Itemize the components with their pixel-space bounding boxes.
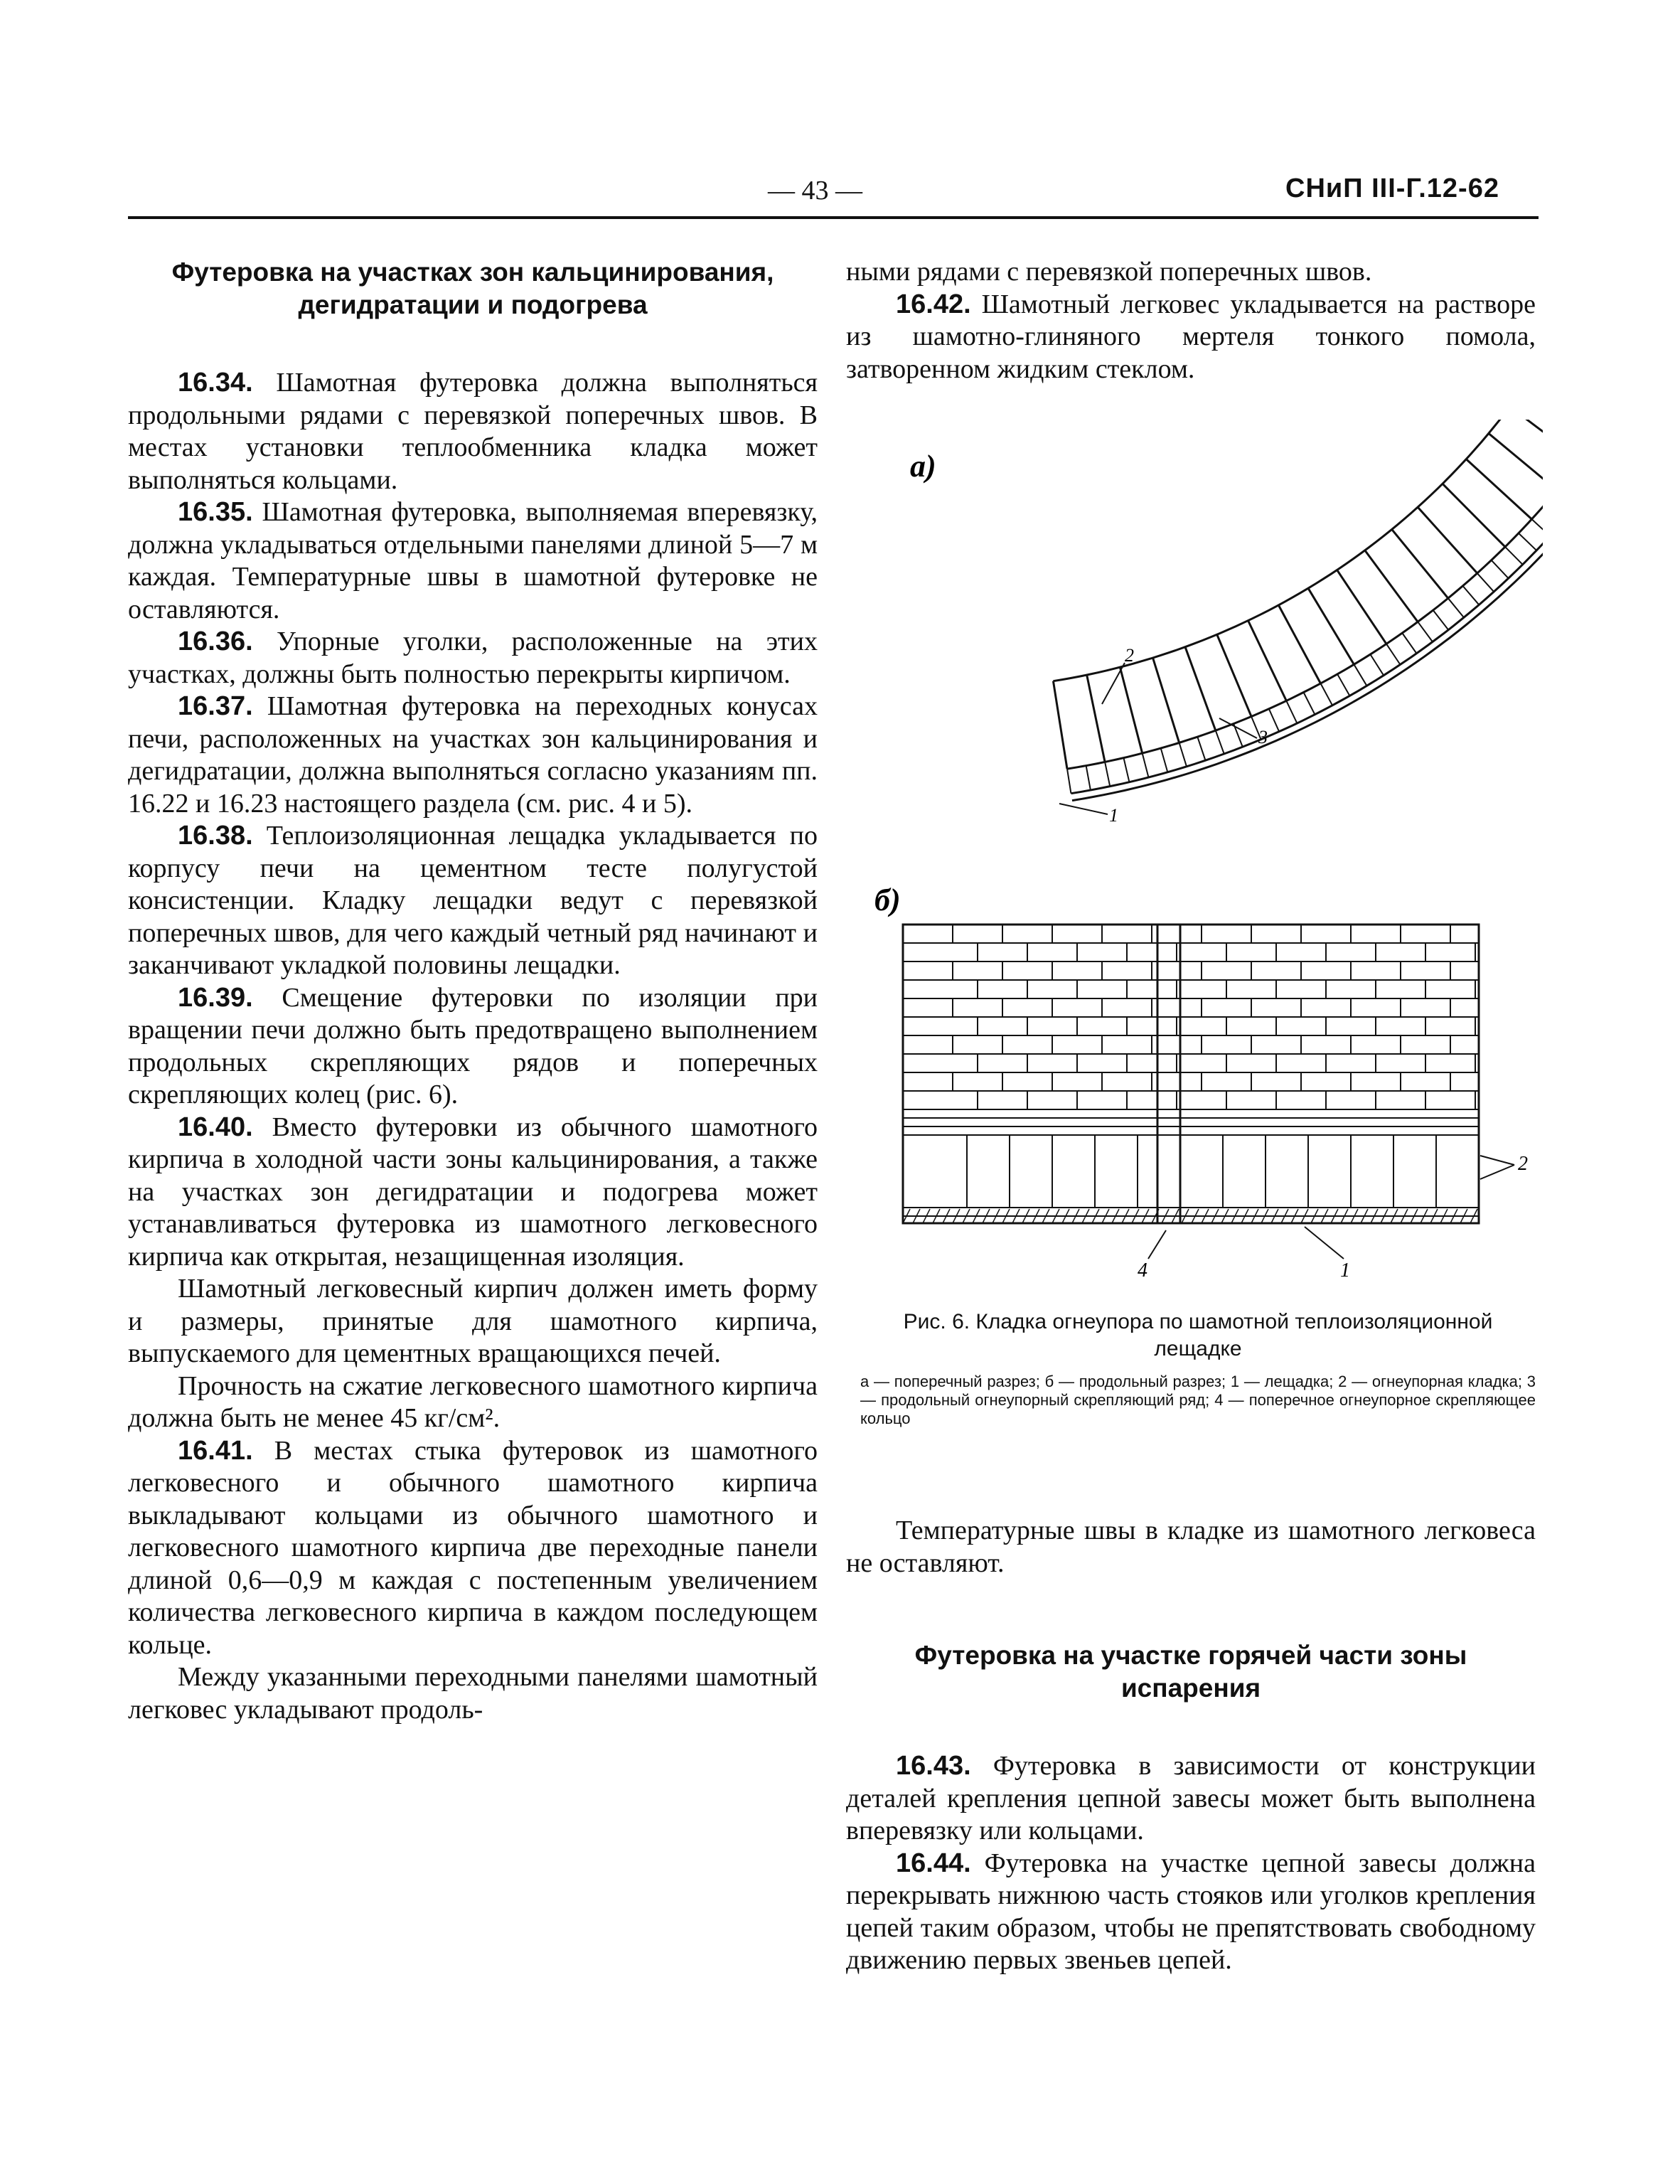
brick-joint	[1217, 634, 1251, 716]
wall-outline	[903, 925, 1479, 1223]
tile-joint	[1505, 547, 1523, 565]
tile-joint	[1269, 709, 1279, 732]
paragraph-text: Теплоизоляционная лещадка укладывается по корпусу печи на цементном тесте полугустой консистенции. Кладку лещадки ведут с перевязкой поперечных швов, для чего каждый четный ряд начинают и заканчивают укладкой половины лещадки.	[128, 821, 818, 980]
page-number: — 43 —	[768, 176, 862, 206]
paragraph-text: Температурные швы в кладке из шамотного легковеса не оставляют.	[846, 1516, 1536, 1578]
callout-a-2: 2	[1125, 645, 1134, 666]
figure-label-b: б)	[874, 883, 901, 917]
tile-joint	[1531, 519, 1543, 536]
callout-a-3: 3	[1258, 727, 1268, 747]
clause-number: 16.38.	[178, 821, 253, 851]
longitudinal-section-b	[903, 925, 1479, 1223]
paragraph	[128, 820, 818, 982]
paragraph-text: Футеровка на участке цепной завесы должна перекрывать нижнюю часть стояков или уголков крепления цепей таким образом, чтобы не препятствовать свободному движению первых звеньев цепей.	[846, 1848, 1536, 1975]
paragraph-text: Футеровка в зависимости от конструкции деталей крепления цепной завесы может быть выполнена вперевязку или кольцами.	[846, 1751, 1536, 1845]
paragraph	[846, 1515, 1536, 1580]
brick-joint	[1153, 658, 1179, 742]
clause-number: 16.41.	[178, 1435, 253, 1466]
tile-joint	[1320, 683, 1332, 705]
tile-joint	[1123, 758, 1129, 782]
figure-6-drawing	[874, 420, 1543, 1309]
right-bottom-paragraphs	[846, 1750, 1536, 1977]
figure-label-a: а)	[910, 449, 936, 484]
paragraph-text: Шамотный легковес укладывается на растворе из шамотно-глиняного мертеля тонкого помола, затворенном жидким стеклом.	[846, 289, 1536, 384]
paragraph	[128, 1112, 818, 1274]
tile-joint	[1370, 654, 1384, 676]
clause-number: 16.40.	[178, 1112, 253, 1142]
paragraph-text: Шамотная футеровка должна выполняться продольными рядами с перевязкой поперечных швов. В местах установки теплообменника кладка может выполняться кольцами.	[128, 368, 818, 495]
cross-section-a	[1053, 420, 1543, 801]
paragraph-text: Между указанными переходными панелями шамотный легковес укладывают продоль-	[128, 1662, 818, 1725]
right-top-paragraphs	[846, 256, 1536, 385]
callouts-a	[1059, 645, 1268, 826]
tile-joint	[1462, 586, 1479, 605]
brick-joint	[1053, 681, 1067, 769]
tile-joint	[1448, 598, 1464, 617]
paragraph-text: Шамотная футеровка, выполняемая вперевязку, должна укладываться отдельными панелями длиной 5—7 м каждая. Температурные швы в шамотной футеровке не оставляются.	[128, 497, 818, 624]
brick-joint	[1489, 433, 1543, 490]
paragraph	[128, 496, 818, 626]
callout-b-1: 1	[1340, 1259, 1350, 1282]
arc-line	[1053, 420, 1509, 681]
callout-b-4: 4	[1138, 1259, 1147, 1282]
paragraph	[128, 626, 818, 691]
clause-number: 16.43.	[896, 1751, 971, 1781]
paragraph	[128, 1370, 818, 1435]
tile-joint	[1179, 742, 1187, 766]
paragraph	[846, 1750, 1536, 1848]
paragraph-text: В местах стыка футеровок из шамотного легковесного и обычного шамотного кирпича выкладывают кольцами из обычного шамотного и легковесного шамотного кирпича две переходные панели длиной 0,6—0,9 м каждая с постепенным увеличением количества легковесного кирпича в каждом последующем кольце.	[128, 1435, 818, 1660]
tile-joint	[1286, 701, 1297, 723]
left-paragraphs	[128, 367, 818, 1726]
paragraph-text: Смещение футеровки по изоляции при вращении печи должно быть предотвращено выполнением продольных скрепляющих рядов и поперечных скрепляющих колец (рис. 6).	[128, 982, 818, 1109]
paragraph-text: Шамотный легковесный кирпич должен иметь форму и размеры, принятые для шамотного кирпича, выпускаемого для цементных вращающихся печей.	[128, 1274, 818, 1368]
paragraph	[128, 1273, 818, 1370]
figure-caption: Рис. 6. Кладка огнеупора по шамотной теплоизоляционной лещадке	[903, 1310, 1493, 1360]
tile-joint	[1086, 766, 1091, 790]
tile-joint	[1143, 753, 1149, 777]
brick-joint	[1418, 507, 1477, 573]
right-after-figure-paragraphs	[846, 1515, 1536, 1580]
right-column-top	[846, 256, 1536, 385]
tile-joint	[1105, 762, 1110, 786]
brick-joint	[1087, 675, 1105, 762]
paragraph-text: ными рядами с перевязкой поперечных швов.	[846, 257, 1372, 287]
paragraph	[846, 256, 1536, 289]
brick-joint	[1278, 605, 1320, 683]
paragraph	[128, 1435, 818, 1662]
tile-joint	[1197, 737, 1205, 760]
paragraph	[846, 1848, 1536, 1977]
brick-joint	[1392, 529, 1448, 598]
paragraph	[128, 1661, 818, 1726]
brick-joint	[1466, 459, 1531, 519]
clause-number: 16.39.	[178, 982, 253, 1013]
tile-joint	[1337, 674, 1349, 696]
brick-joint	[1365, 550, 1418, 622]
callout-a-1: 1	[1109, 805, 1118, 826]
clause-number: 16.34.	[178, 368, 253, 398]
brick-joint	[1308, 588, 1354, 664]
brick-joint	[1185, 647, 1216, 730]
section-heading-calcination: Футеровка на участках зон кальцинирования, дегидратации и подогрева	[171, 257, 774, 319]
paragraph-text: Прочность на сжатие легковесного шамотного кирпича должна быть не менее 45 кг/см².	[128, 1370, 818, 1433]
paragraph	[128, 367, 818, 496]
brick-joint	[1248, 621, 1287, 701]
tile-joint	[1067, 769, 1071, 794]
paragraph	[128, 982, 818, 1112]
brick-joint	[1443, 484, 1505, 547]
left-column	[128, 256, 818, 1726]
tile-joint	[1386, 644, 1400, 664]
section-heading-evaporation: Футеровка на участке горячей части зоны испарения	[914, 1641, 1467, 1703]
document-code: СНиП III-Г.12-62	[1285, 174, 1499, 203]
paragraph	[846, 289, 1536, 386]
tile-joint	[1216, 730, 1224, 754]
figure-legend: а — поперечный разрез; б — продольный разрез; 1 — лещадка; 2 — огнеупорная кладка; 3 — продольный огнеупорный скрепляющий ряд; 4 — поперечное огнеупорное скрепляющее кольцо	[860, 1373, 1536, 1427]
callout-b-2: 2	[1518, 1153, 1528, 1175]
paragraph-text: Шамотная футеровка на переходных конусах печи, расположенных на участках зон кальцинирования и дегидратации, должна выполняться согласно указаниям пп. 16.22 и 16.23 настоящего раздела (см. рис. 4 и 5).	[128, 691, 818, 819]
tile-joint	[1161, 748, 1168, 772]
clause-number: 16.42.	[896, 289, 971, 319]
tile-joint	[1492, 560, 1509, 578]
right-column-bottom	[846, 1515, 1536, 1977]
tile-joint	[1418, 622, 1433, 641]
tile-joint	[1433, 610, 1448, 630]
paragraph-text: Вместо футеровки из обычного шамотного кирпича в холодной части зоны кальцинирования, а также на участках зон дегидратации и подогрева может устанавливаться футеровка из шамотного легковесного кирпича как открытая, незащищенная изоляция.	[128, 1112, 818, 1272]
clause-number: 16.44.	[896, 1848, 971, 1878]
paragraph	[128, 691, 818, 820]
clause-number: 16.37.	[178, 691, 253, 721]
tile-joint	[1354, 664, 1366, 686]
arc-line	[1071, 475, 1543, 794]
callouts-b	[1138, 1153, 1528, 1282]
tile-joint	[1519, 533, 1536, 550]
arc-line	[1067, 460, 1543, 769]
header-rule	[128, 216, 1539, 219]
paragraph-text: Упорные уголки, расположенные на этих участках, должны быть полностью перекрыты кирпичом.	[128, 627, 818, 689]
tile-joint	[1304, 692, 1315, 714]
clause-number: 16.36.	[178, 627, 253, 656]
brick-joint	[1120, 667, 1142, 753]
tile-joint	[1402, 633, 1416, 654]
tile-joint	[1477, 573, 1494, 592]
clause-number: 16.35.	[178, 497, 253, 527]
brick-joint	[1337, 570, 1386, 644]
